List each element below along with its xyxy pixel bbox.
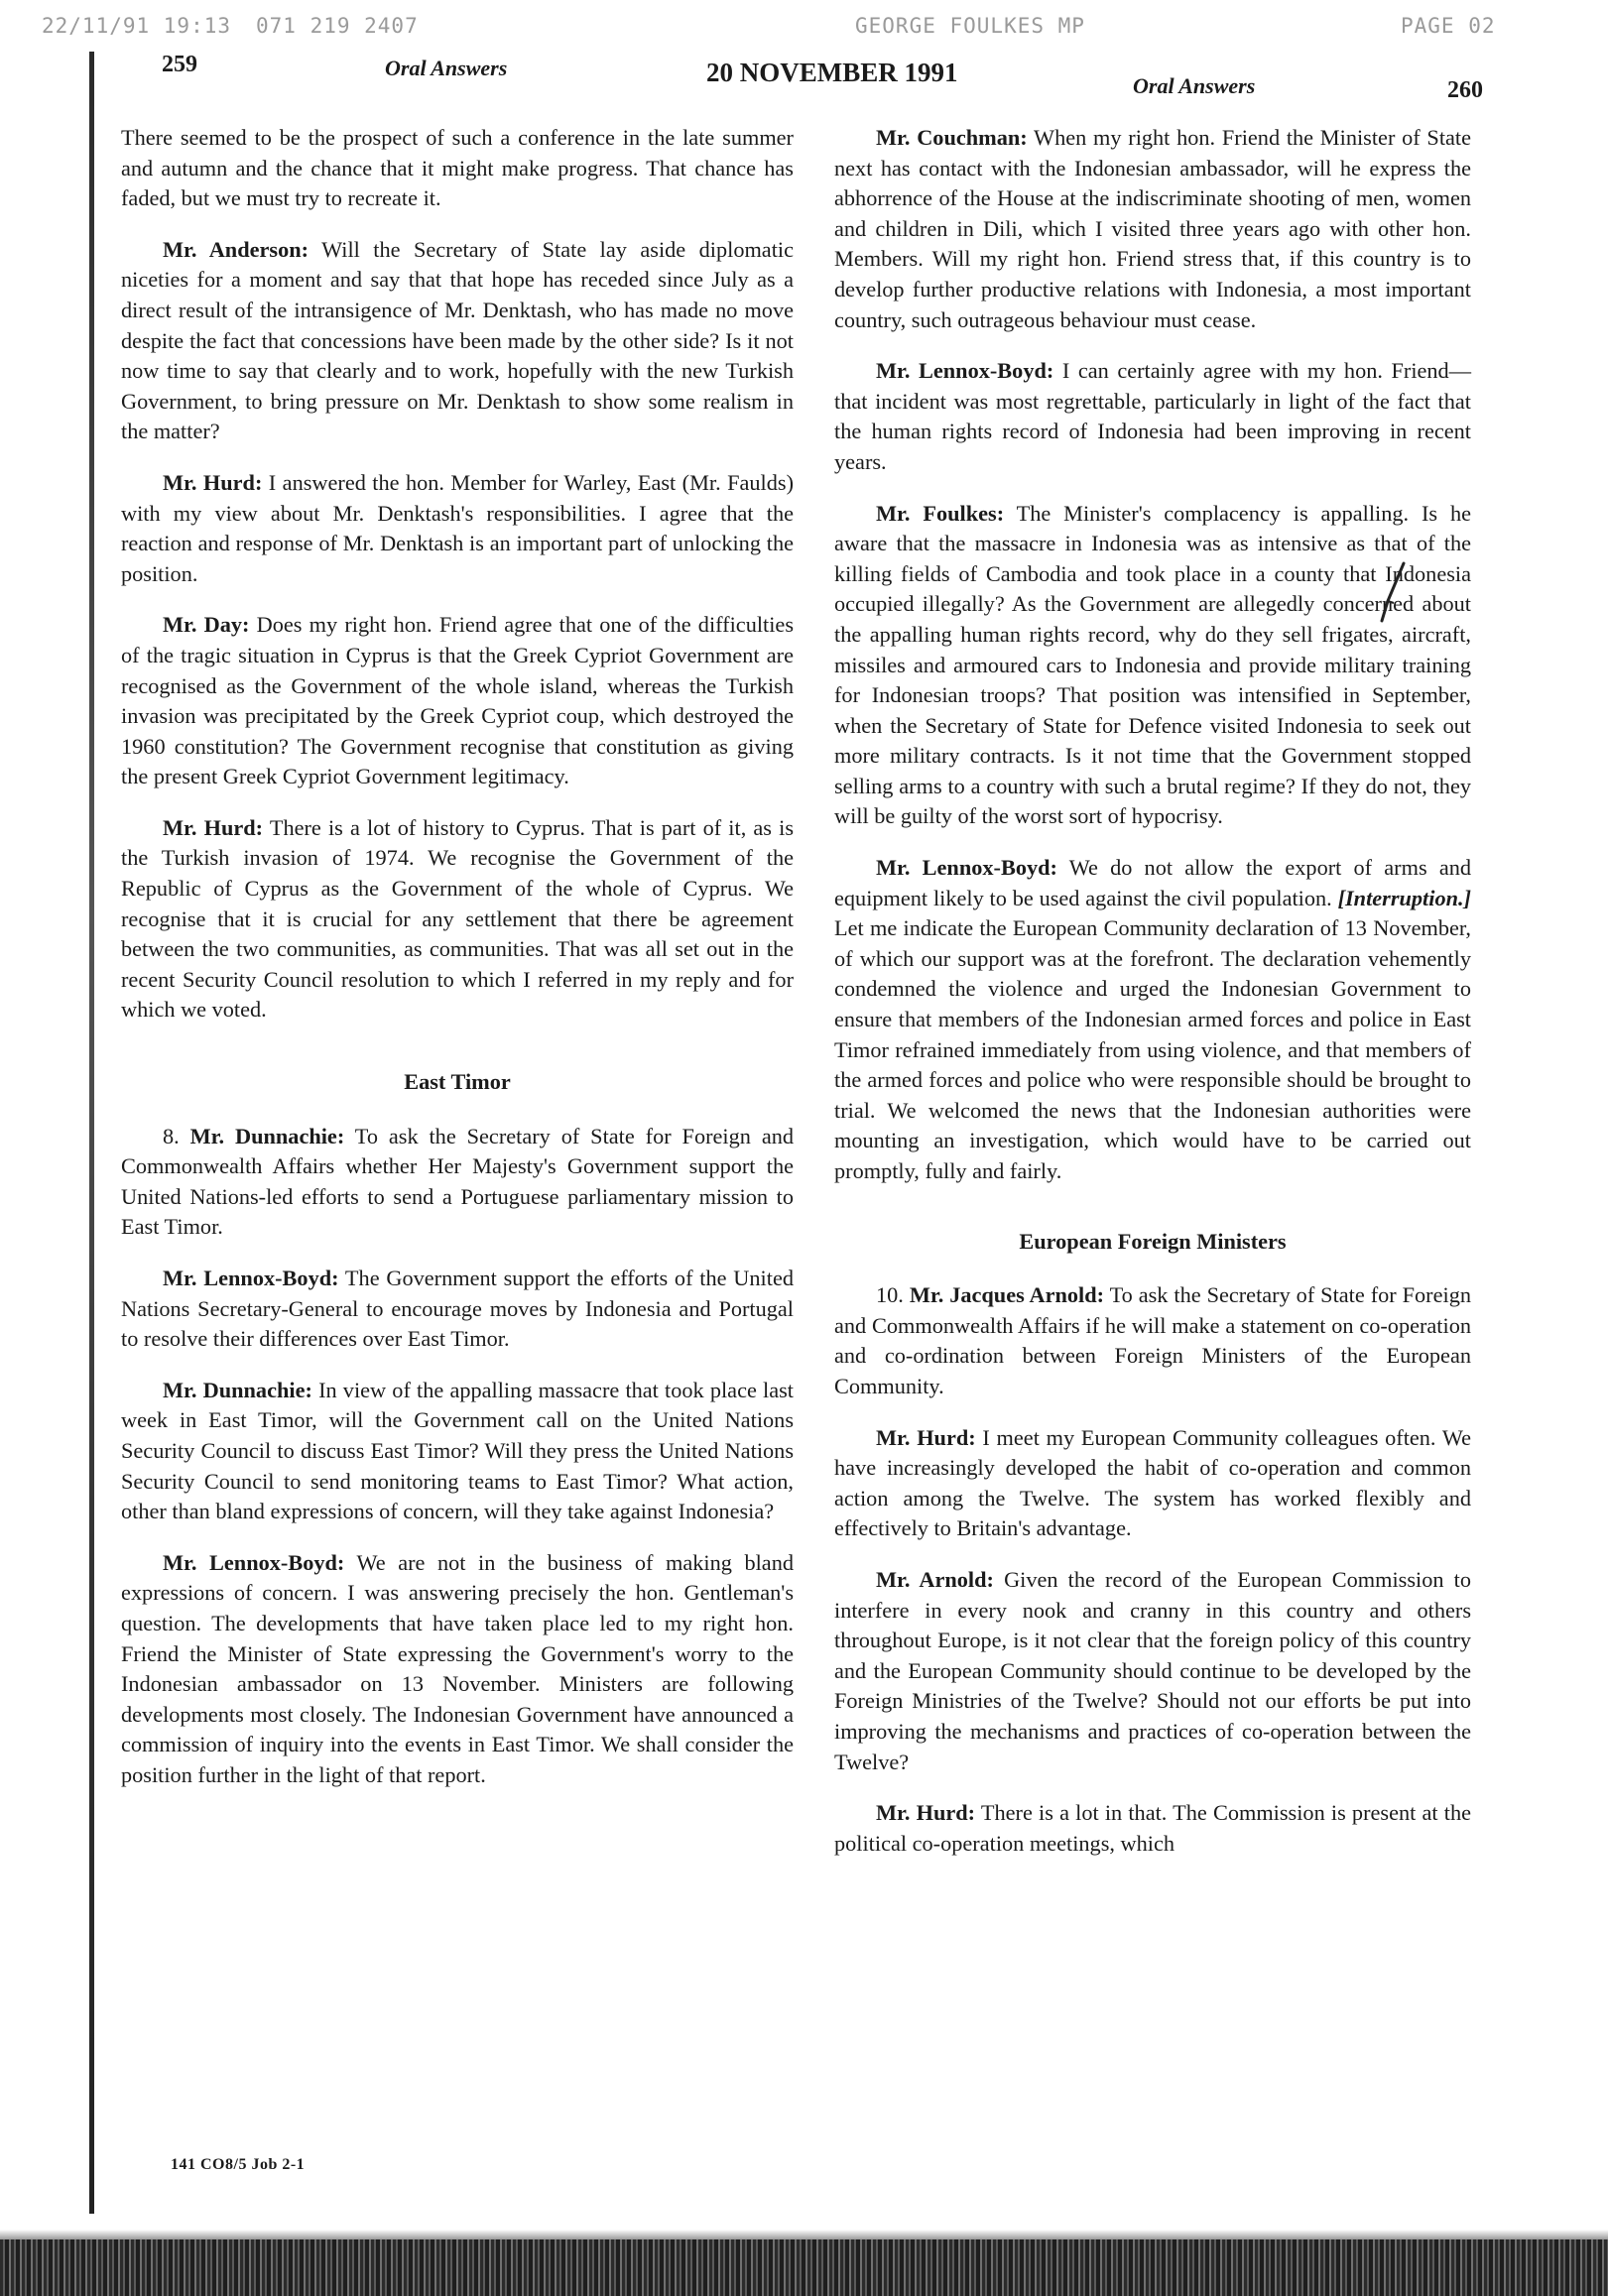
section-heading: European Foreign Ministers [1019,1228,1287,1254]
interruption-note: [Interruption.] [1337,885,1471,910]
speaker-name: Mr. Lennox-Boyd: [876,855,1057,881]
speaker-name: Mr. Arnold: [876,1566,994,1592]
speaker-name: Mr. Hurd: [163,814,264,840]
handwritten-pen-mark [1374,561,1408,625]
speaker-name: Mr. Lennox-Boyd: [876,358,1054,384]
paragraph: Mr. Lennox-Boyd: I can certainly agree with my hon. Friend—that incident was most regrettable, particularly in light of the fact that the human rights record of Indonesia had been improving in recent years. [834,358,1471,474]
scan-edge-shadow [0,2230,1608,2239]
speaker-name: Mr. Anderson: [163,236,309,262]
job-code: 141 CO8/5 Job 2-1 [171,2156,306,2173]
fax-timestamp: 22/11/91 19:13 [42,14,232,38]
paragraph: Mr. Foulkes: The Minister's complacency is appalling. Is he aware that the massacre in Indonesia was as intensive as that of the killing fields of Cambodia and took place in a county that Indonesia occupied illegally? As the Government are allegedly concerned about the appalling human rights record, why do they sell frigates, aircraft, missiles and armoured cars to Indonesia and provide military training for Indonesian troops? That position was intensified in September, when the Secretary of State for Defence visited Indonesia to seek out more military contracts. Is it not time that the Government stopped selling arms to a country with such a brutal regime? If they do not, they will be guilty of the worst sort of hypocrisy. [834,500,1471,829]
speaker-name: Mr. Hurd: [876,1424,976,1450]
paragraph: Mr. Dunnachie: In view of the appalling massacre that took place last week in East Timor, will the Government call on the United Nations Security Council to discuss East Timor? Will they press the United Nations Security Council to send monitoring teams to East Timor? What action, other than bland expressions of concern, will they take against Indonesia? [121,1377,794,1524]
paragraph: Mr. Lennox-Boyd: We are not in the business of making bland expressions of concern. I was answering precisely the hon. Gentleman's question. The developments that have taken place led to my right hon. Friend the Minister of State expressing the Government's worry to the Indonesian ambassador on 13 November. Ministers are following developments most closely. The Indonesian Government have announced a commission of inquiry into the events in East Timor. We shall consider the position further in the light of that report. [121,1549,795,1787]
scan-edge-noise [0,2239,1608,2296]
paragraph: Mr. Hurd: There is a lot in that. The Commission is present at the political co-operation meetings, which [834,1800,1471,1856]
paragraph: Mr. Hurd: I meet my European Community colleagues often. We have increasingly developed the habit of co-operation and common action among the Twelve. The system has worked flexibly and effectively to Britain's advantage. [834,1424,1471,1541]
sitting-date: 20 NOVEMBER 1991 [706,58,958,87]
speaker-name: Mr. Jacques Arnold: [909,1282,1105,1308]
question-paragraph: 10. Mr. Jacques Arnold: To ask the Secretary of State for Foreign and Commonwealth Affairs if he will make a statement on co-operation and co-ordination between Foreign Ministers of the European Community. [834,1282,1471,1398]
question-number: 8. [163,1123,190,1148]
right-section-label: Oral Answers [1133,73,1256,98]
speaker-name: Mr. Dunnachie: [189,1123,345,1148]
left-section-label: Oral Answers [385,56,508,80]
paragraph: Mr. Couchman: When my right hon. Friend the Minister of State next has contact with the Indonesian ambassador, will he express the abhorrence of the House at the indiscriminate shooting of men, women and children in Dili, which I visited three years ago with other hon. Members. Will my right hon. Friend stress that, if this country is to develop further productive relations with Indonesia, a most important country, such outrageous behaviour must cease. [834,125,1472,332]
left-column-number: 259 [162,52,197,77]
left-text-column [121,123,794,1812]
paragraph: Mr. Arnold: Given the record of the European Commission to interfere in every nook and cranny in this country and others throughout Europe, is it not clear that the foreign policy of this country and the European Community should continue to be developed by the Foreign Ministries of the Twelve? Should not our efforts be put into improving the mechanisms and practices of co-operation between the Twelve? [834,1566,1471,1774]
right-text-column [834,123,1471,1879]
right-column-number: 260 [1447,77,1483,103]
speaker-name: Mr. Day: [163,612,250,638]
paragraph: Mr. Anderson: Will the Secretary of State lay aside diplomatic niceties for a moment and say that that hope has receded since July as a direct result of the intransigence of Mr. Denktash, who has made no move despite the fact that concessions have been made by the other side? Is it not now time to say that clearly and to work, hopefully with the new Turkish Government, to bring pressure on Mr. Denktash to show some realism in the matter? [121,236,794,444]
question-number: 10. [876,1282,910,1308]
left-margin-rule [89,52,94,2214]
section-heading: East Timor [404,1069,511,1095]
speaker-name: Mr. Hurd: [163,469,263,495]
fax-sender: GEORGE FOULKES MP [855,14,1085,38]
speaker-name: Mr. Lennox-Boyd: [163,1266,339,1290]
speaker-name: Mr. Couchman: [876,125,1028,150]
running-head [0,52,1608,101]
fax-number: 071 219 2407 [256,14,419,38]
speaker-name: Mr. Foulkes: [876,500,1005,526]
paragraph: There seemed to be the prospect of such a conference in the late summer and autumn and the chance that it might make progress. That chance has faded, but we must try to recreate it. [121,125,794,211]
speaker-name: Mr. Hurd: [876,1800,976,1826]
fax-transmission-header [0,14,1608,42]
question-paragraph: 8. Mr. Dunnachie: To ask the Secretary of State for Foreign and Commonwealth Affairs whether Her Majesty's Government support the United Nations-led efforts to send a Portuguese parliamentary mission to East Timor. [121,1123,795,1240]
fax-page-number: PAGE 02 [1401,14,1496,38]
speaker-name: Mr. Dunnachie: [163,1377,312,1402]
paragraph: Mr. Lennox-Boyd: The Government support the efforts of the United Nations Secretary-General to encourage moves by Indonesia and Portugal to resolve their differences over East Timor. [121,1266,794,1352]
speaker-name: Mr. Lennox-Boyd: [163,1549,345,1575]
paragraph: Mr. Lennox-Boyd: We do not allow the export of arms and equipment likely to be used against the civil population. [Interruption.] Let me indicate the European Community declaration of 13 November, of which our support was at the forefront. The declaration vehemently condemned the violence and urged the Indonesian Government to ensure that members of the Indonesian armed forces and police in East Timor refrained immediately from using violence, and that members of the armed forces and police who were responsible should be brought to trial. We welcomed the news that the Indonesian authorities were mounting an investigation, which would have to be carried out promptly, fully and fairly. [834,855,1472,1183]
paragraph: Mr. Hurd: There is a lot of history to Cyprus. That is part of it, as is the Turkish invasion of 1974. We recognise the Government of the Republic of Cyprus as the Government of the whole of Cyprus. We recognise that it is crucial for any settlement that there be agreement between the two communities, as communities. That was all set out in the recent Security Council resolution to which I referred in my reply and for which we voted. [121,814,795,1023]
paragraph: Mr. Hurd: I answered the hon. Member for Warley, East (Mr. Faulds) with my view about Mr. Denktash's responsibilities. I agree that the reaction and response of Mr. Denktash is an important part of unlocking the position. [121,469,794,586]
paragraph: Mr. Day: Does my right hon. Friend agree that one of the difficulties of the tragic situation in Cyprus is that the Greek Cypriot Government are recognised as the Government of the whole island, whereas the Turkish invasion was precipitated by the Greek Cypriot coup, which destroyed the 1960 constitution? The Government recognise that constitution as giving the present Greek Cypriot Government legitimacy. [121,612,794,789]
